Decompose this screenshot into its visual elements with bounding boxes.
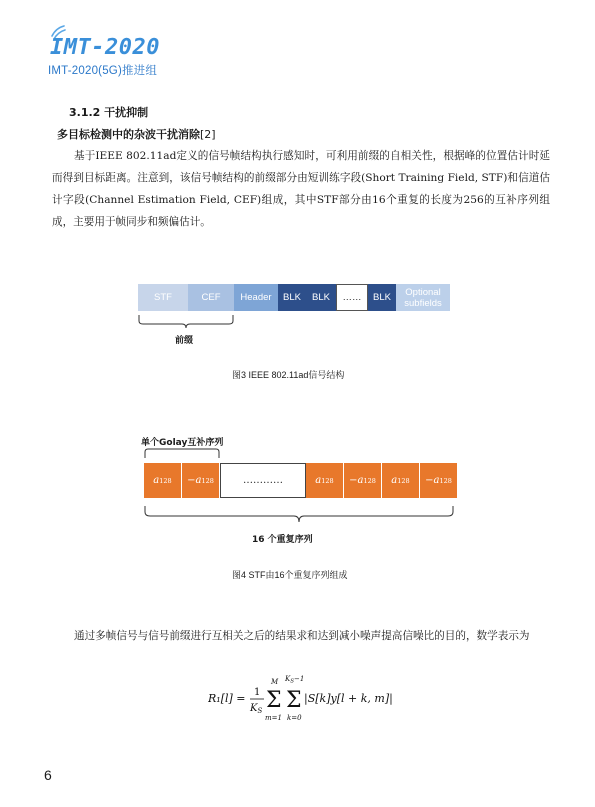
cell-sign: − <box>425 475 434 486</box>
sum2-sigma: Σ <box>286 688 302 713</box>
golay-bracket <box>144 446 224 460</box>
frame-block-8: Optional subfields <box>396 284 450 311</box>
sequence-ellipsis: ………… <box>220 463 306 498</box>
eq-sum1-top: M <box>271 678 279 686</box>
eq-lhs: R₁[l] = <box>208 692 246 705</box>
frame-block-5: BLK <box>306 284 336 311</box>
cell-sign: − <box>187 475 196 486</box>
frame-block-4: BLK <box>278 284 306 311</box>
sum1-sigma: Σ <box>266 688 282 713</box>
figure4-caption: 图4 STF由16个重复序列组成 <box>232 570 348 580</box>
citation-ref[interactable]: [2] <box>200 128 216 141</box>
subsection-title: 多目标检测中的杂波干扰消除 <box>57 128 200 141</box>
cell-symbol: a <box>153 475 160 486</box>
cell-symbol: a <box>315 475 322 486</box>
cell-symbol: a <box>391 475 398 486</box>
imt2020-logo <box>46 22 186 62</box>
eq-frac-den-sub: S <box>257 707 263 715</box>
ieee-frame-structure <box>138 284 450 311</box>
cell-subscript: 128 <box>397 476 410 485</box>
frame-block-1: STF <box>138 284 188 311</box>
frame-block-3: Header <box>234 284 278 311</box>
cell-subscript: 128 <box>201 476 214 485</box>
cell-subscript: 128 <box>439 476 452 485</box>
repeat-bracket <box>144 505 456 527</box>
eq-frac-den: K <box>250 703 258 714</box>
frame-block-6: …… <box>336 284 368 311</box>
body-paragraph-2: 通过多帧信号与信号前缀进行互相关之后的结果求和达到减小噪声提高信噪比的目的，数学表示为 <box>74 630 530 642</box>
frame-block-7: BLK <box>368 284 396 311</box>
eq-frac-num: 1 <box>254 687 261 698</box>
subsection-heading <box>57 126 216 142</box>
cell-subscript: 128 <box>363 476 376 485</box>
golay-label: 单个Golay互补序列 <box>141 438 224 448</box>
svg-text:KS <box>249 703 262 715</box>
prefix-bracket <box>138 314 238 330</box>
svg-text:KS−1 <box>284 675 304 685</box>
sequence-cell-7 <box>420 463 458 498</box>
section-heading: 3.1.2 干扰抑制 <box>69 106 149 119</box>
page-number: 6 <box>44 767 52 783</box>
prefix-label: 前缀 <box>175 336 194 346</box>
eq-sum2-top: K <box>285 675 291 683</box>
body-paragraph-1: 基于IEEE 802.11ad定义的信号帧结构执行感知时，可利用前缀的自相关性，根据峰的位置估计时延而得到目标距离。注意到，该信号帧结构的前缀部分由短训练字段(Short Training Field, STF)和信道估计字段(Channel Estimation Field, CEF)组成，其中STF部分由16个重复的长度为256的互补序列组成，主要用于帧同步和频偏估计。 <box>52 150 550 228</box>
correlation-equation <box>208 674 408 722</box>
repeat-label: 16 个重复序列 <box>252 535 313 545</box>
sequence-cell-2 <box>182 463 220 498</box>
eq-sum1-bottom: m=1 <box>265 714 282 722</box>
eq-sum2-bottom: k=0 <box>287 714 302 722</box>
cell-sign: − <box>349 475 358 486</box>
cell-symbol: a <box>433 475 440 486</box>
logo-text: IMT-2020 <box>50 35 160 60</box>
sequence-cell-5 <box>344 463 382 498</box>
cell-symbol: a <box>357 475 364 486</box>
header-sub-label: IMT-2020(5G)推进组 <box>48 65 158 77</box>
eq-body: |S[k]y[l + k, m]| <box>304 692 393 705</box>
cell-subscript: 128 <box>321 476 334 485</box>
sequence-cell-1 <box>144 463 182 498</box>
frame-block-2: CEF <box>188 284 234 311</box>
figure3-caption: 图3 IEEE 802.11ad信号结构 <box>232 370 345 380</box>
eq-sum2-top-rest: −1 <box>294 675 305 683</box>
sequence-cell-6 <box>382 463 420 498</box>
sequence-cell-4 <box>306 463 344 498</box>
cell-symbol: a <box>195 475 202 486</box>
cell-subscript: 128 <box>159 476 172 485</box>
eq-sum2-top-sub: S <box>290 678 295 685</box>
stf-sequence <box>144 463 458 498</box>
